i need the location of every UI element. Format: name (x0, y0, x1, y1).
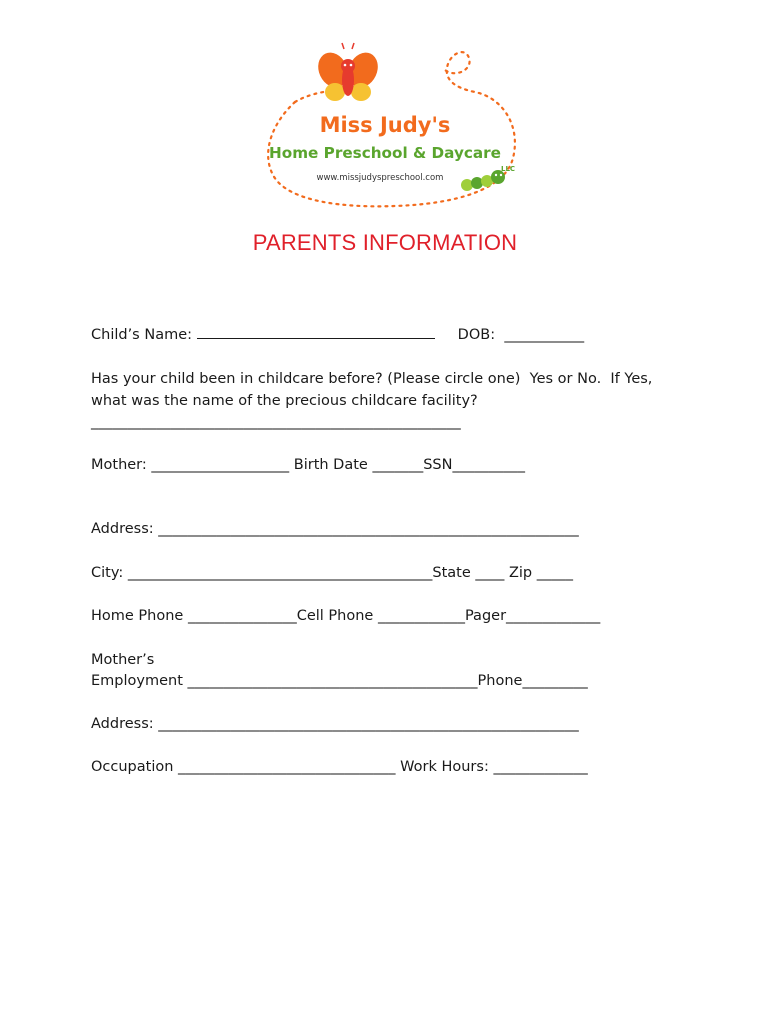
pager-label: Pager (464, 608, 507, 624)
dob-label: DOB: (457, 327, 496, 343)
home-phone-label: Home Phone (91, 608, 184, 624)
birth-date-field[interactable]: _______ (372, 457, 424, 473)
work-hours-field[interactable]: _____________ (493, 759, 588, 775)
zip-field[interactable]: _____ (536, 565, 573, 581)
preschool-logo (255, 40, 525, 212)
state-label: State (432, 565, 471, 581)
child-name-label: Child’s Name: (91, 327, 193, 343)
mother-field[interactable]: ___________________ (151, 457, 290, 473)
mother-row (91, 457, 525, 473)
childcare-facility-field[interactable]: ___________________________________________________ (91, 414, 461, 430)
occupation-row (91, 759, 588, 775)
childcare-question-line1: Has your child been in childcare before? (Please circle one) Yes or No. If Yes, (91, 371, 653, 387)
zip-label: Zip (508, 565, 533, 581)
logo-brand-line1: Miss Judy's (319, 113, 451, 137)
occupation-field[interactable]: ______________________________ (178, 759, 396, 775)
page-title: PARENTS INFORMATION (252, 230, 518, 255)
city-row (91, 565, 573, 581)
mothers-label: Mother’s (91, 652, 155, 668)
dob-field[interactable]: ___________ (504, 327, 585, 343)
city-field[interactable]: __________________________________________ (127, 565, 433, 581)
employment-phone-label: Phone (477, 673, 523, 689)
address-row (91, 521, 579, 537)
logo-llc: LLC (501, 165, 516, 173)
work-address-row (91, 716, 579, 732)
work-address-field[interactable]: __________________________________________________________ (158, 716, 579, 732)
birth-date-label: Birth Date (293, 457, 368, 473)
ssn-field[interactable]: __________ (452, 457, 525, 473)
phones-row (91, 608, 600, 624)
home-phone-field[interactable]: _______________ (187, 608, 297, 624)
work-address-label: Address: (91, 716, 154, 732)
logo-brand-line2: Home Preschool & Daycare (269, 144, 501, 162)
mother-label: Mother: (91, 457, 147, 473)
address-field[interactable]: __________________________________________________________ (158, 521, 579, 537)
employment-phone-field[interactable]: _________ (522, 673, 588, 689)
cell-phone-label: Cell Phone (296, 608, 374, 624)
employment-row (91, 673, 588, 689)
logo-website: www.missjudyspreschool.com (316, 173, 444, 183)
childcare-question-line2: what was the name of the precious childcare facility? (91, 393, 478, 409)
child-name-row (91, 327, 584, 343)
address-label: Address: (91, 521, 154, 537)
caterpillar-icon (461, 170, 505, 191)
work-hours-label: Work Hours: (400, 759, 489, 775)
pager-field[interactable]: _____________ (506, 608, 601, 624)
city-label: City: (91, 565, 124, 581)
state-field[interactable]: ____ (475, 565, 505, 581)
cell-phone-field[interactable]: ____________ (377, 608, 465, 624)
occupation-label: Occupation (91, 759, 174, 775)
child-name-field[interactable] (197, 338, 435, 339)
ssn-label: SSN (423, 457, 453, 473)
employment-field[interactable]: ________________________________________ (187, 673, 478, 689)
employment-label: Employment (91, 673, 183, 689)
